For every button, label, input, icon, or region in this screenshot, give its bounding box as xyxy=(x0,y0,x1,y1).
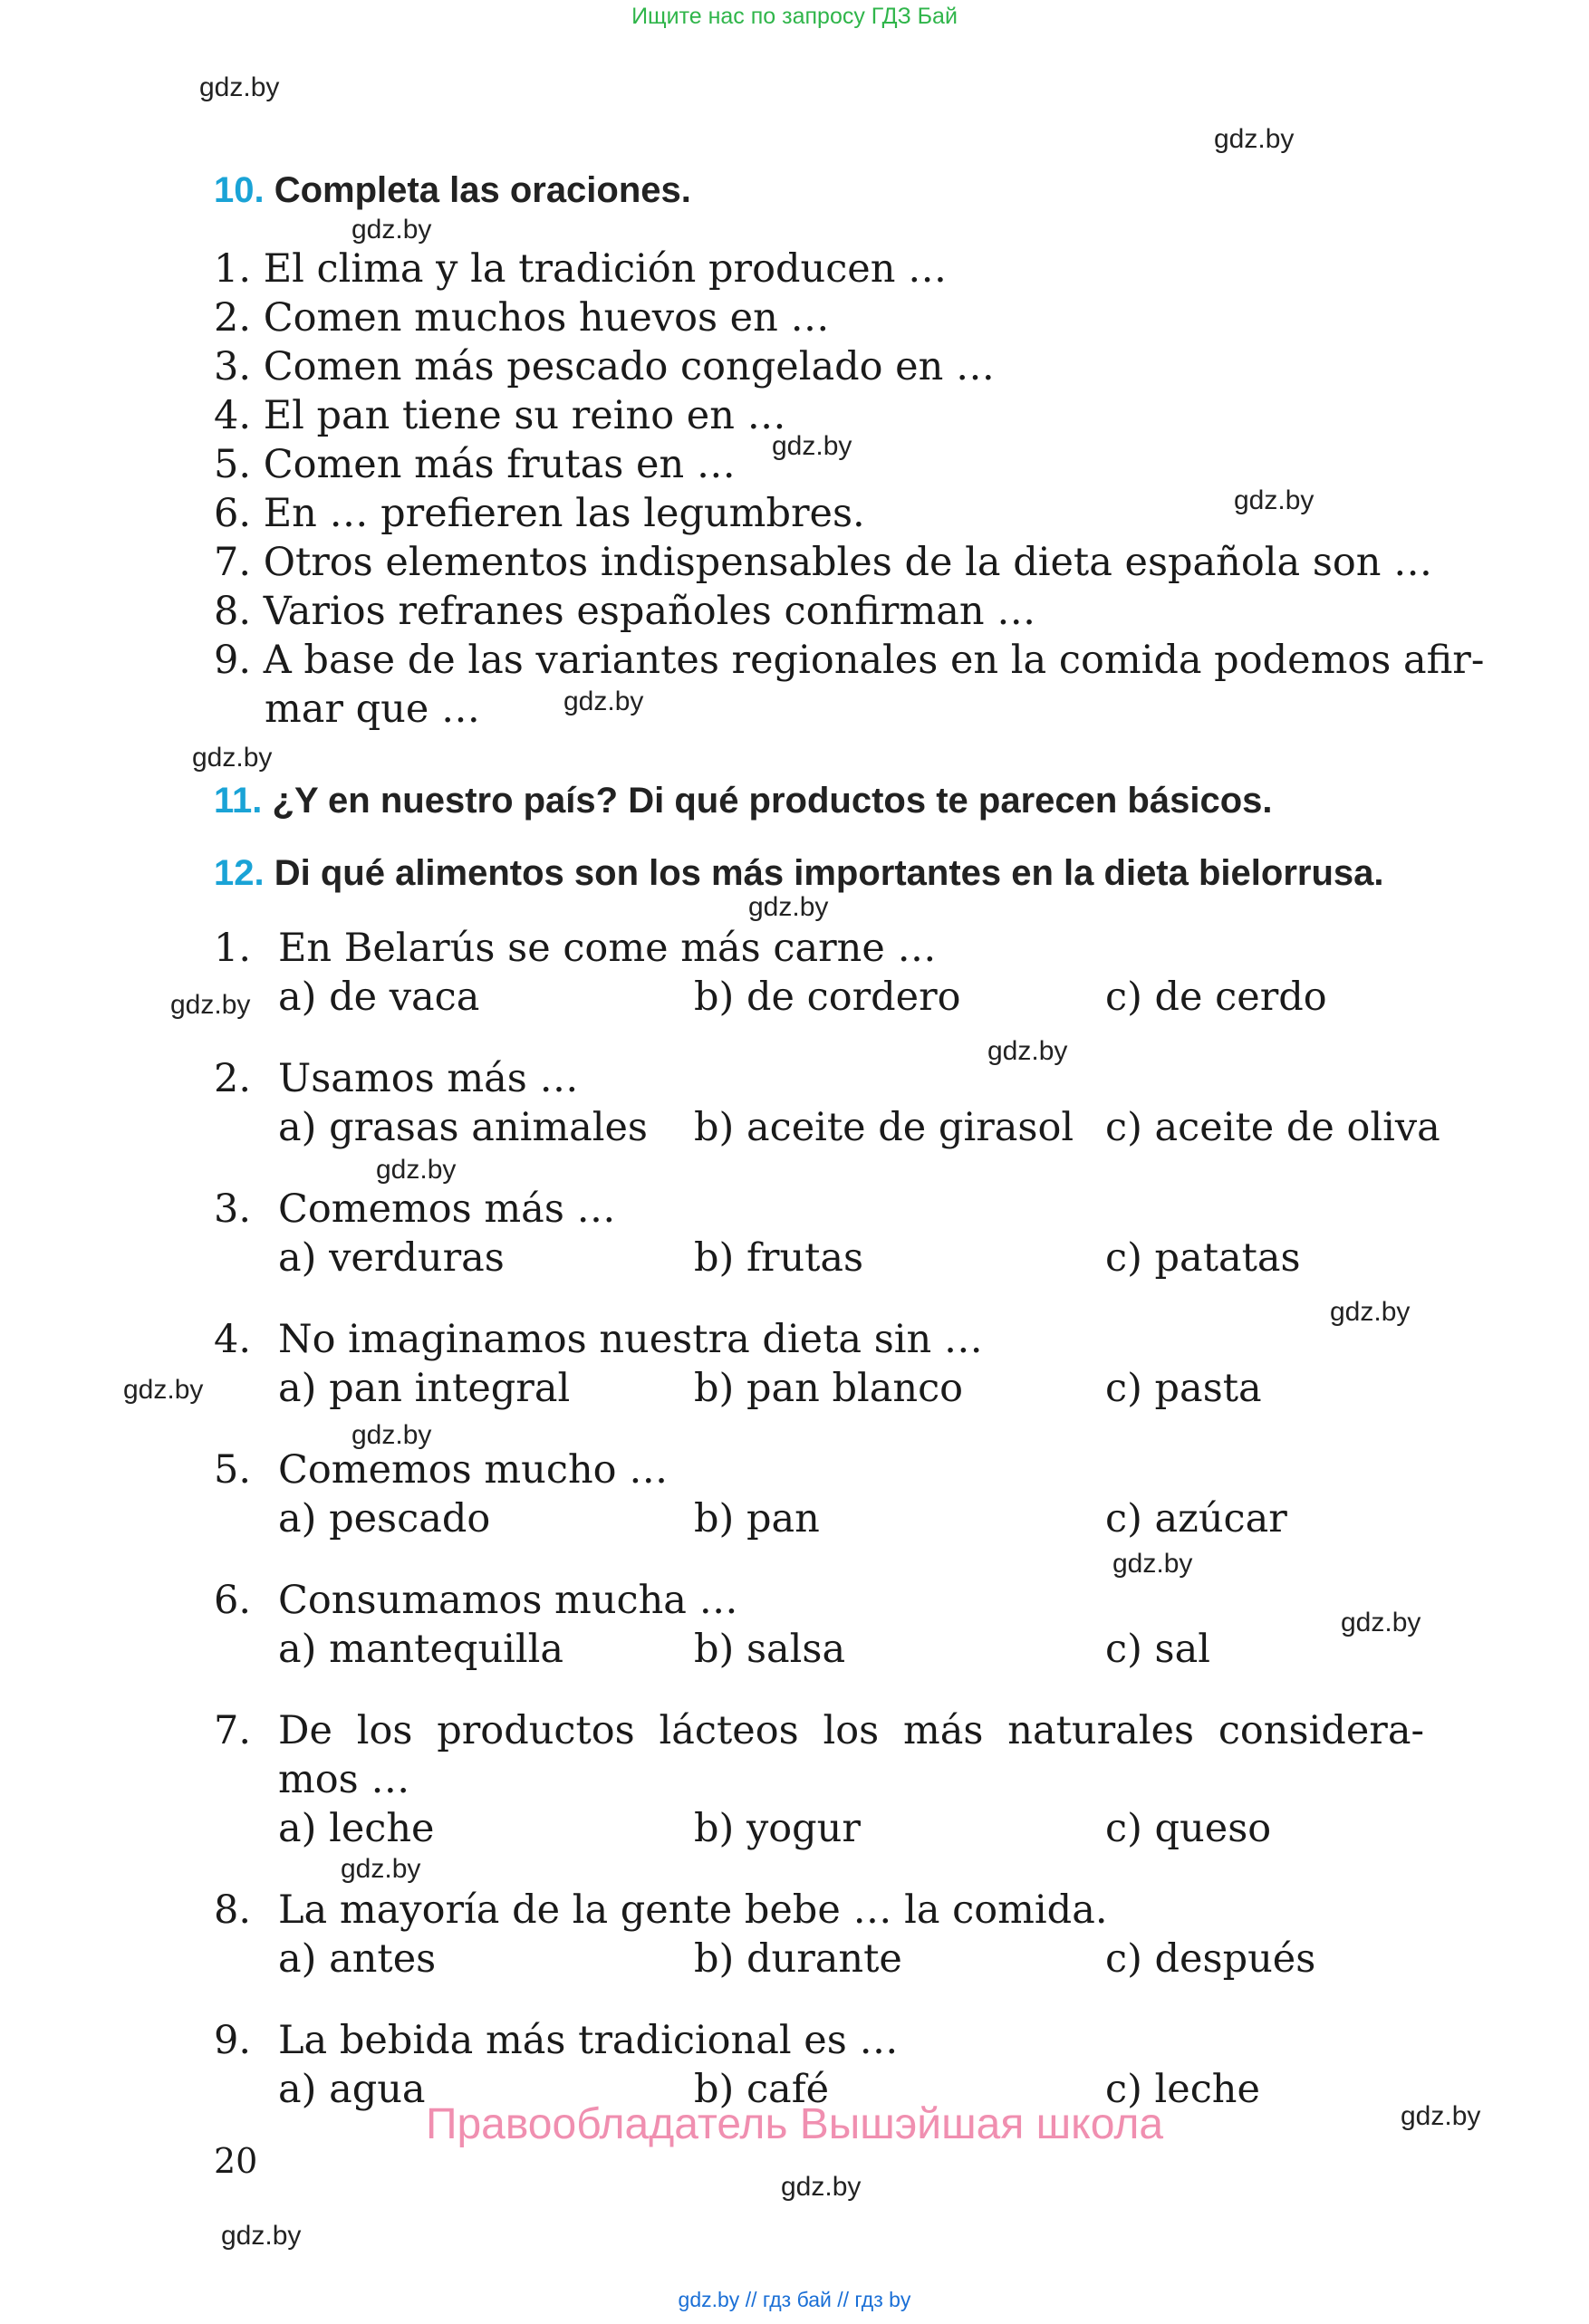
question-number: 6. xyxy=(214,1578,252,1623)
exercise-12-heading xyxy=(214,853,1384,894)
ex10-item: 1. El clima y la tradición producen … xyxy=(214,246,948,292)
option-a: a) verduras xyxy=(278,1235,505,1281)
question-text: La mayoría de la gente bebe … la comida. xyxy=(278,1887,1108,1933)
option-a: a) agua xyxy=(278,2067,426,2112)
watermark: gdz.by xyxy=(1234,485,1315,515)
option-a: a) de vaca xyxy=(278,975,480,1020)
question-number: 8. xyxy=(214,1887,252,1933)
ex10-item: 3. Comen más pescado congelado en … xyxy=(214,344,995,389)
watermark: gdz.by xyxy=(1112,1549,1193,1579)
option-c: c) después xyxy=(1105,1936,1316,1982)
exercise-number: 11. xyxy=(214,781,263,821)
question-number: 3. xyxy=(214,1186,252,1232)
watermark: gdz.by xyxy=(170,990,251,1020)
question-number: 4. xyxy=(214,1317,252,1362)
option-b: b) aceite de girasol xyxy=(694,1105,1074,1150)
exercise-11-heading xyxy=(214,781,1273,821)
option-c: c) leche xyxy=(1105,2067,1260,2112)
option-b: b) salsa xyxy=(694,1627,846,1672)
watermark: gdz.by xyxy=(748,892,829,922)
option-a: a) pan integral xyxy=(278,1366,571,1411)
question-text: En Belarús se come más carne … xyxy=(278,926,937,971)
ex10-item: 6. En … prefieren las legumbres. xyxy=(214,491,865,536)
watermark: gdz.by xyxy=(376,1155,457,1185)
question-text: Comemos más … xyxy=(278,1186,616,1232)
question-text: No imaginamos nuestra dieta sin … xyxy=(278,1317,983,1362)
option-b: b) de cordero xyxy=(694,975,961,1020)
watermark: gdz.by xyxy=(352,215,432,245)
watermark: gdz.by xyxy=(1214,124,1295,154)
question-number: 5. xyxy=(214,1447,252,1493)
watermark: gdz.by xyxy=(1341,1608,1421,1637)
option-c: c) azúcar xyxy=(1105,1496,1287,1541)
exercise-number: 12. xyxy=(214,853,265,893)
watermark: gdz.by xyxy=(1330,1297,1411,1327)
option-a: a) mantequilla xyxy=(278,1627,564,1672)
option-b: b) pan blanco xyxy=(694,1366,964,1411)
option-c: c) aceite de oliva xyxy=(1105,1105,1440,1150)
watermark: gdz.by xyxy=(123,1375,204,1405)
option-b: b) café xyxy=(694,2067,830,2112)
option-b: b) yogur xyxy=(694,1806,861,1851)
question-number: 7. xyxy=(214,1708,252,1753)
watermark: gdz.by xyxy=(1401,2101,1481,2131)
ex10-item: 5. Comen más frutas en … xyxy=(214,442,736,487)
publisher-watermark: Правообладатель Вышэйшая школа xyxy=(425,2100,1164,2148)
option-b: b) durante xyxy=(694,1936,902,1982)
exercise-title: Di qué alimentos son los más importantes en la dieta bielorrusa. xyxy=(274,853,1384,893)
option-b: b) frutas xyxy=(694,1235,864,1281)
option-c: c) sal xyxy=(1105,1627,1210,1672)
watermark: gdz.by xyxy=(772,431,852,461)
watermark: gdz.by xyxy=(352,1420,432,1450)
page-number: 20 xyxy=(214,2141,258,2181)
ex10-item: 8. Varios refranes españoles confirman … xyxy=(214,589,1036,634)
watermark: gdz.by xyxy=(987,1036,1068,1066)
option-a: a) leche xyxy=(278,1806,435,1851)
question-text: La bebida más tradicional es … xyxy=(278,2018,899,2063)
question-text: Usamos más … xyxy=(278,1056,579,1101)
exercise-title: ¿Y en nuestro país? Di qué productos te parecen básicos. xyxy=(272,781,1273,821)
exercise-10-heading xyxy=(214,170,691,211)
question-number: 9. xyxy=(214,2018,252,2063)
footer-links: gdz.by // гдз бай // гдз by xyxy=(678,2288,911,2311)
top-banner: Ищите нас по запросу ГДЗ Бай xyxy=(631,4,958,29)
exercise-number: 10. xyxy=(214,170,265,210)
option-c: c) de cerdo xyxy=(1105,975,1327,1020)
watermark: gdz.by xyxy=(199,72,280,102)
option-a: a) antes xyxy=(278,1936,437,1982)
option-c: c) patatas xyxy=(1105,1235,1301,1281)
question-text: Comemos mucho … xyxy=(278,1447,669,1493)
question-text: Consumamos mucha … xyxy=(278,1578,738,1623)
watermark: gdz.by xyxy=(341,1854,421,1884)
ex10-item: 2. Comen muchos huevos en … xyxy=(214,295,830,341)
watermark: gdz.by xyxy=(192,743,273,773)
watermark: gdz.by xyxy=(781,2172,862,2202)
watermark: gdz.by xyxy=(221,2221,302,2251)
option-a: a) pescado xyxy=(278,1496,491,1541)
option-b: b) pan xyxy=(694,1496,820,1541)
watermark: gdz.by xyxy=(563,687,644,716)
question-text: De los productos lácteos los más naturales considera- xyxy=(278,1708,1424,1753)
question-text-block xyxy=(278,1708,1424,1753)
exercise-title: Completa las oraciones. xyxy=(274,170,691,210)
ex10-item-continuation: mar que … xyxy=(265,687,480,732)
option-c: c) queso xyxy=(1105,1806,1272,1851)
question-number: 2. xyxy=(214,1056,252,1101)
question-number: 1. xyxy=(214,926,252,971)
ex10-item: 4. El pan tiene su reino en … xyxy=(214,393,786,438)
question-text-continuation: mos … xyxy=(278,1757,410,1802)
ex10-item: 7. Otros elementos indispensables de la dieta española son … xyxy=(214,540,1433,585)
option-a: a) grasas animales xyxy=(278,1105,648,1150)
option-c: c) pasta xyxy=(1105,1366,1262,1411)
ex10-item: 9. A base de las variantes regionales en la comida podemos afir- xyxy=(214,638,1485,683)
